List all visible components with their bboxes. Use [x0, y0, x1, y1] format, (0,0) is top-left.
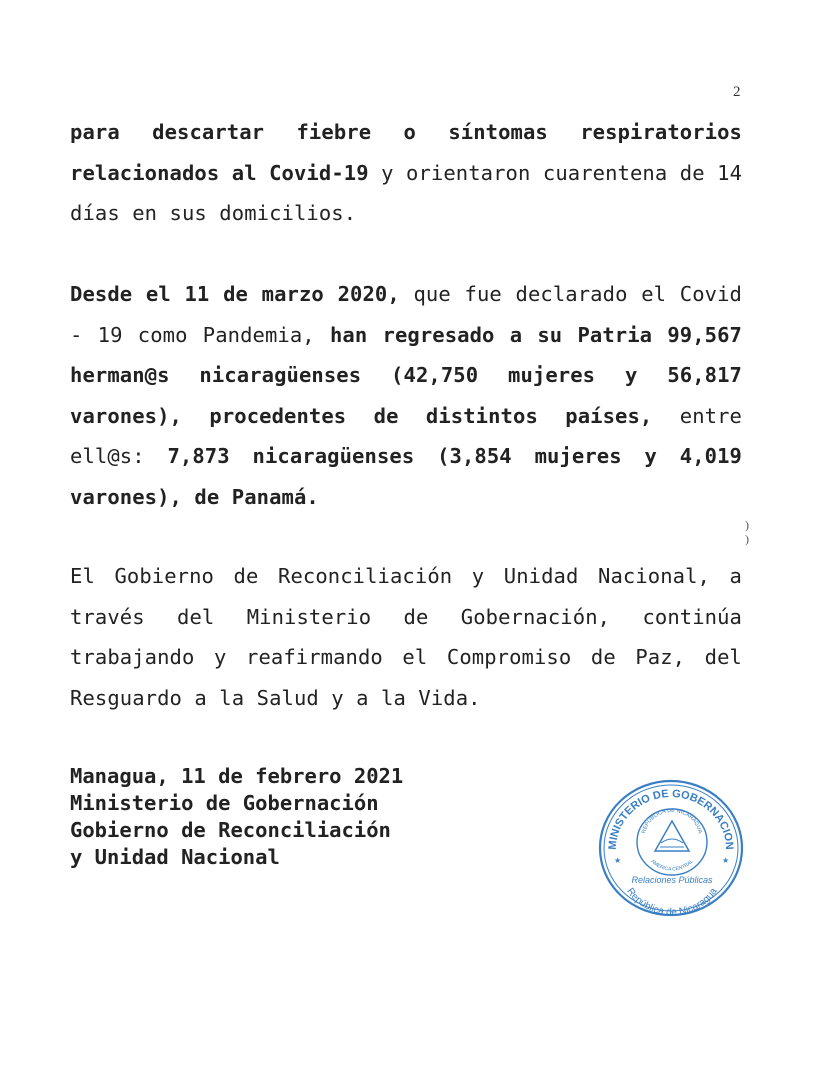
paragraph-returnees: [70, 274, 742, 518]
signature-block: [70, 763, 403, 871]
signature-government-cont: y Unidad Nacional: [70, 845, 280, 869]
returnees-date-bold: Desde el 11 de marzo 2020,: [70, 282, 400, 306]
seal-inner-bottom-text: AMERICA CENTRAL: [649, 858, 695, 873]
seal-bottom-text: República de Nicaragua: [624, 886, 720, 917]
returnees-text-2: entre ell@s:: [70, 403, 742, 469]
page-number: 2: [733, 84, 741, 100]
paragraph-screening-text: y orientaron cuarentena de 14 días en sus domicilios.: [70, 160, 743, 226]
paragraph-government-text: El Gobierno de Reconciliación y Unidad Nacional, a través del Ministerio de Gobernación, continúa trabajando y reafirmando el Compromiso de Paz, del Resguardo a la Salud y a la Vida.: [70, 564, 742, 710]
stray-marks: [745, 518, 749, 546]
seal-middle-text: Relaciones Públicas: [631, 875, 713, 885]
returnees-total-bold: han regresado a su Patria 99,567 herman@s nicaragüenses (42,750 mujeres y 56,817 varones), procedentes de distintos países,: [70, 322, 742, 428]
signature-ministry: Ministerio de Gobernación: [70, 791, 379, 815]
paragraph-screening: [70, 112, 742, 234]
seal-inner-ring: [637, 809, 707, 875]
stray-marks-text: ) ): [745, 518, 749, 546]
seal-inner-text: REPUBLICA DE NICARAGUA: [641, 807, 703, 835]
signature-place-date: Managua, 11 de febrero 2021: [70, 764, 404, 788]
seal-graphic: [598, 779, 744, 917]
returnees-panama-bold: 7,873 nicaragüenses (3,854 mujeres y 4,019 varones), de Panamá.: [70, 444, 742, 509]
paragraph-screening-bold: para descartar fiebre o síntomas respiratorios relacionados al Covid-19: [70, 120, 742, 185]
signature-government: Gobierno de Reconciliación: [70, 818, 391, 842]
ministry-seal: [598, 779, 744, 917]
returnees-text-1: que fue declarado el Covid - 19 como Pandemia,: [70, 282, 742, 347]
seal-outer-text: MINISTERIO DE GOBERNACION: [606, 787, 736, 851]
seal-star-left-icon: ★: [614, 856, 622, 865]
seal-star-right-icon: ★: [722, 856, 730, 865]
paragraph-government: [70, 556, 742, 718]
seal-outer-ring: [600, 781, 742, 915]
